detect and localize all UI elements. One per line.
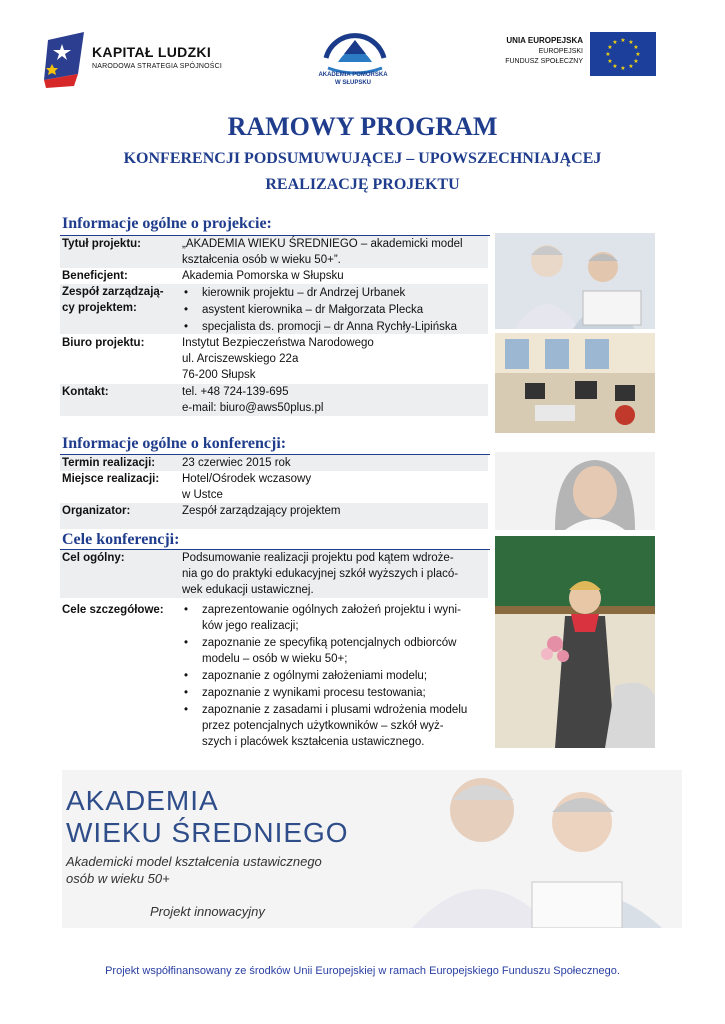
banner-line1: AKADEMIA — [66, 785, 219, 816]
label-office: Biuro projektu: — [62, 337, 145, 349]
label-project-title: Tytuł projektu: — [62, 238, 142, 250]
row-detailed-goals: Cele szczegółowe: • zaprezentowanie ogólnych założeń projektu i wyni- ków jego realizacji; • zapoznanie ze specyfiką potencjalnych odbiorców modelu – osób w wieku 50+; • zapoznanie z ogólnymi założeniami modelu; • zapoznanie z wynikami procesu testowania; • zapoznanie z zasadami i plusami wdrożenia modelu przez potencjalnych użytkowników – szkół wyż- szych i placówek kształcenia ustawicznego. — [62, 604, 468, 748]
akademia-pomorska-name: AKADEMIA POMORSKA — [318, 72, 388, 78]
kapital-ludzki-logo — [44, 30, 234, 90]
row-general-goal — [60, 550, 488, 598]
row-organizer — [60, 503, 488, 529]
footer-text: Projekt współfinansowany ze środków Unii Europejskiej w ramach Europejskiego Funduszu Społecznego. — [105, 965, 620, 977]
value-office-3: 76-200 Słupsk — [182, 369, 256, 381]
page-subtitle-line2: REALIZACJĘ PROJEKTU — [265, 176, 460, 193]
value-email: e-mail: biuro@aws50plus.pl — [182, 402, 324, 414]
section-heading-goals: Cele konferencji: — [62, 531, 180, 548]
value-phone: tel. +48 724-139-695 — [182, 386, 289, 398]
photo-computer-lab — [495, 333, 655, 433]
value-organizer: Zespół zarządzający projektem — [182, 505, 341, 517]
value-general-goal-1: Podsumowanie realizacji projektu pod kątem wdroże- — [182, 552, 454, 564]
ue-line1: UNIA EUROPEJSKA — [506, 36, 583, 45]
row-team: Zespół zarządzają- cy projektem: • kierownik projektu – dr Andrzej Urbanek • asystent kierownika – dr Małgorzata Plecka • specjalista ds. promocji – dr Anna Rychły-Lipińska — [60, 284, 488, 334]
banner-line4: osób w wieku 50+ — [66, 871, 170, 886]
page-title: RAMOWY PROGRAM — [227, 112, 498, 141]
value-project-title-2: kształcenia osób w wieku 50+”. — [182, 254, 341, 266]
label-beneficiary: Beneficjent: — [62, 270, 128, 282]
ue-line3: FUNDUSZ SPOŁECZNY — [505, 58, 583, 65]
svg-text:★: ★ — [605, 51, 611, 58]
label-date: Termin realizacji: — [62, 457, 156, 469]
kapital-ludzki-subtitle: NARODOWA STRATEGIA SPÓJNOŚCI — [92, 63, 223, 70]
svg-text:★: ★ — [628, 63, 634, 70]
akademia-pomorska-city: W SŁUPSKU — [335, 80, 371, 86]
photo-senior-woman — [495, 452, 655, 530]
row-contact — [60, 384, 488, 416]
svg-text:★: ★ — [635, 51, 641, 58]
value-office-2: ul. Arciszewskiego 22a — [182, 353, 299, 365]
page-subtitle-line1: KONFERENCJI PODSUMUWUJĄCEJ – UPOWSZECHNIAJĄCEJ — [123, 150, 602, 167]
svg-text:★: ★ — [612, 39, 618, 46]
value-beneficiary: Akademia Pomorska w Słupsku — [182, 270, 344, 282]
label-team-1: Zespół zarządzają- — [62, 286, 164, 298]
svg-text:★: ★ — [620, 37, 626, 44]
row-date — [60, 455, 488, 471]
svg-text:★: ★ — [620, 65, 626, 72]
value-office-1: Instytut Bezpieczeństwa Narodowego — [182, 337, 374, 349]
svg-text:★: ★ — [633, 44, 639, 51]
value-place-2: w Ustce — [182, 489, 223, 501]
label-organizer: Organizator: — [62, 505, 131, 517]
photo-teacher-flowers — [495, 536, 655, 748]
value-general-goal-2: nia go do praktyki edukacyjnej szkół wyższych i placó- — [182, 568, 459, 580]
row-place — [60, 471, 488, 503]
value-place-1: Hotel/Ośrodek wczasowy — [182, 473, 312, 485]
value-project-title-1: „AKADEMIA WIEKU ŚREDNIEGO – akademicki model — [182, 238, 463, 250]
banner-line2: WIEKU ŚREDNIEGO — [66, 817, 349, 848]
label-contact: Kontakt: — [62, 386, 109, 398]
akademia-pomorska-logo — [318, 18, 392, 80]
row-office — [60, 335, 488, 383]
svg-text:★: ★ — [607, 58, 613, 65]
label-general-goal: Cel ogólny: — [62, 552, 125, 564]
section-heading-conference: Informacje ogólne o konferencji: — [62, 435, 287, 452]
row-beneficiary — [60, 268, 488, 284]
banner-line3: Akademicki model kształcenia ustawicznego — [66, 854, 322, 869]
value-date: 23 czerwiec 2015 rok — [182, 457, 291, 469]
label-detailed-goals: Cele szczegółowe: — [62, 604, 164, 616]
kapital-ludzki-title: KAPITAŁ LUDZKI — [92, 44, 212, 60]
row-project-title — [60, 236, 488, 268]
label-team-2: cy projektem: — [62, 302, 137, 314]
photo-seniors-laptop — [495, 233, 655, 329]
section-heading-project: Informacje ogólne o projekcie: — [62, 215, 272, 232]
eu-flag-icon — [590, 32, 656, 76]
value-general-goal-3: wek edukacji ustawicznej. — [182, 584, 314, 596]
banner-line5: Projekt innowacyjny — [150, 904, 265, 919]
svg-text:★: ★ — [612, 63, 618, 70]
ue-line2: EUROPEJSKI — [538, 48, 583, 55]
svg-text:★: ★ — [628, 39, 634, 46]
svg-text:★: ★ — [607, 44, 613, 51]
svg-text:★: ★ — [633, 58, 639, 65]
label-place: Miejsce realizacji: — [62, 473, 160, 485]
